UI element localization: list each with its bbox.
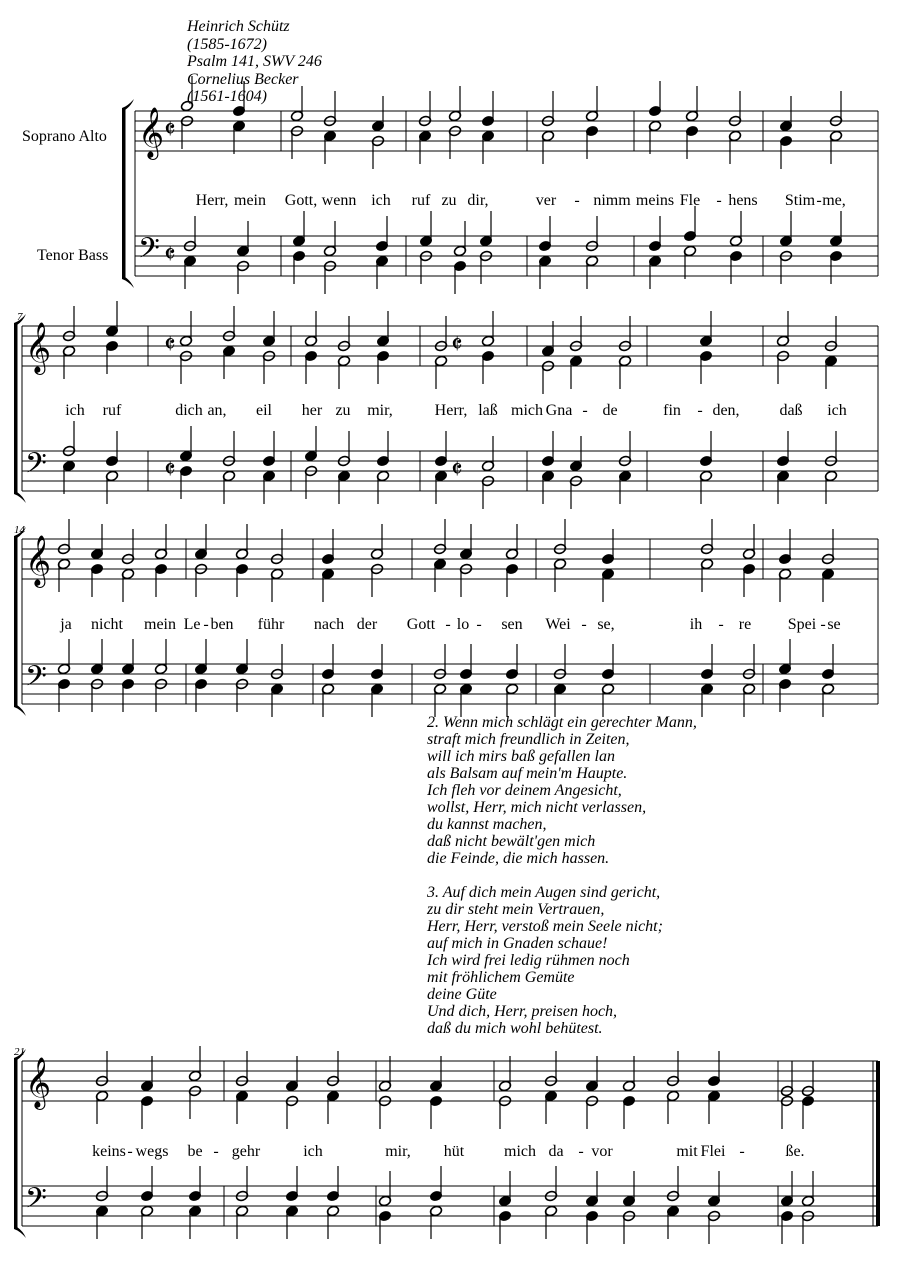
cut-time-icon: 𝄵 [164, 115, 176, 145]
lyric-syllable: da [548, 1143, 564, 1160]
lyric-syllable: mir, [385, 1143, 411, 1160]
lyric-syllable: mich [511, 402, 543, 419]
treble-clef-icon: 𝄞 [25, 322, 52, 373]
lyric-syllable: - [213, 1143, 219, 1160]
lyric-syllable: ße. [785, 1143, 805, 1160]
lyric-syllable: se, [597, 616, 615, 633]
measure-number: 14 [14, 524, 25, 536]
system-bracket [14, 323, 18, 494]
lyric-syllable: keins [92, 1143, 126, 1160]
lyric-syllable: zu [441, 192, 457, 209]
lyric-syllable: Gna [545, 402, 573, 419]
verse-2 [427, 714, 697, 867]
lyric-syllable: sen [501, 616, 523, 633]
lyric-syllable: wenn [321, 192, 357, 209]
lyric-syllable: Stim [784, 192, 816, 209]
lyric-syllable: Herr, [195, 192, 229, 209]
verse-line: daß nicht bewält'gen mich [427, 833, 596, 850]
lyric-syllable: lo [456, 616, 470, 633]
lyric-syllable: hüt [443, 1143, 465, 1160]
treble-clef-icon: 𝄞 [138, 107, 165, 158]
lyric-syllable: eil [256, 402, 272, 419]
cut-time-icon: 𝄵 [164, 455, 176, 485]
system-bracket [14, 1058, 18, 1229]
lyric-syllable: mir, [367, 402, 393, 419]
bracket-bottom-hook [122, 277, 134, 288]
bass-clef-icon: 𝄢 [25, 1182, 47, 1222]
lyric-syllable: Flei [700, 1143, 726, 1160]
treble-clef-icon: 𝄞 [25, 1057, 52, 1108]
lyric-syllable: mich [504, 1143, 536, 1160]
lyric-syllable: Fle [679, 192, 701, 209]
lyric-syllable: me, [822, 192, 846, 209]
verse-line: 3. Auf dich mein Augen sind gericht, [427, 884, 661, 901]
lyric-syllable: - [820, 616, 826, 633]
lyric-syllable: mit [676, 1143, 698, 1160]
bracket-top-hook [122, 99, 134, 110]
lyric-syllable: her [301, 402, 323, 419]
lyric-syllable: Wei [545, 616, 571, 633]
lyric-syllable: daß [779, 402, 803, 419]
lyric-syllable: se [827, 616, 841, 633]
final-barline-thick [876, 1061, 880, 1226]
lyric-syllable: führ [257, 616, 285, 633]
lyric-syllable: gehr [231, 1143, 261, 1160]
bass-clef-icon: 𝄢 [138, 232, 160, 272]
bracket-bottom-hook [14, 492, 26, 503]
lyric-syllable: den, [712, 402, 740, 419]
lyric-syllable: ver [535, 192, 557, 209]
lyric-syllable: mein [144, 616, 176, 633]
lyric-syllable: laß [478, 402, 498, 419]
cut-time-icon: 𝄵 [451, 330, 463, 360]
lyric-syllable: - [816, 192, 822, 209]
lyric-syllable: fin [663, 402, 681, 419]
verse-line: wollst, Herr, mich nicht verlassen, [427, 799, 647, 816]
composer-dates: (1585-1672) [187, 35, 267, 53]
lyric-syllable: - [581, 616, 587, 633]
lyric-syllable: ruf [102, 402, 122, 419]
verse-line: straft mich freundlich in Zeiten, [427, 731, 630, 748]
lyric-syllable: - [203, 616, 209, 633]
bracket-bottom-hook [14, 1227, 26, 1238]
system-bracket [122, 108, 126, 279]
verse-line: zu dir steht mein Vertrauen, [427, 901, 605, 918]
lyric-syllable: be [187, 1143, 203, 1160]
lyric-syllable: - [697, 402, 703, 419]
lyric-syllable: dich [175, 402, 203, 419]
lyric-syllable: zu [335, 402, 351, 419]
lyric-syllable: meins [635, 192, 675, 209]
lyric-syllable: nach [313, 616, 345, 633]
lyric-syllable: - [574, 192, 580, 209]
lyric-syllable: nimm [593, 192, 631, 209]
lyric-syllable: an, [207, 402, 227, 419]
lyric-syllable: - [739, 1143, 745, 1160]
lyric-syllable: - [716, 192, 722, 209]
treble-clef-icon: 𝄞 [25, 535, 52, 586]
lyric-syllable: dir, [467, 192, 489, 209]
lyric-syllable: mein [234, 192, 266, 209]
lyric-syllable: ich [65, 402, 85, 419]
cut-time-icon: 𝄵 [164, 240, 176, 270]
lyric-syllable: nicht [91, 616, 123, 633]
measure-number: 21 [14, 1046, 25, 1058]
instrument-label-upper: Soprano Alto [22, 128, 107, 145]
verse-line: daß du mich wohl behütest. [427, 1020, 603, 1037]
lyric-syllable: hens [728, 192, 758, 209]
verse-line: du kannst machen, [427, 816, 547, 833]
verse-line: Und dich, Herr, preisen hoch, [427, 1003, 618, 1020]
additional-verses [427, 714, 697, 1037]
verse-line: auf mich in Gnaden schaue! [427, 935, 608, 952]
verse-3 [427, 884, 697, 1037]
lyric-syllable: Herr, [434, 402, 468, 419]
lyricist: Cornelius Becker [187, 70, 299, 88]
lyric-syllable: Gott [406, 616, 436, 633]
lyric-syllable: - [445, 616, 451, 633]
bracket-bottom-hook [14, 705, 26, 716]
lyric-syllable: - [582, 402, 588, 419]
lyric-syllable: - [476, 616, 482, 633]
work-title: Psalm 141, SWV 246 [187, 53, 322, 70]
lyric-syllable: ih [689, 616, 703, 633]
verse-line: deine Güte [427, 986, 497, 1003]
lyric-syllable: ich [371, 192, 391, 209]
cut-time-icon: 𝄵 [451, 455, 463, 485]
verse-line: 2. Wenn mich schlägt ein gerechter Mann, [427, 714, 697, 731]
instrument-label-lower: Tenor Bass [37, 247, 109, 264]
lyric-syllable: de [602, 402, 618, 419]
lyric-syllable: ich [303, 1143, 323, 1160]
lyric-syllable: Le [183, 616, 201, 633]
lyric-syllable: vor [591, 1143, 613, 1160]
lyric-syllable: der [356, 616, 378, 633]
lyric-syllable: - [718, 616, 724, 633]
verse-line: Herr, Herr, verstoß mein Seele nicht; [427, 918, 663, 935]
cut-time-icon: 𝄵 [164, 330, 176, 360]
lyric-syllable: ja [60, 616, 72, 633]
lyric-syllable: Gott, [284, 192, 318, 209]
lyric-syllable: ich [827, 402, 847, 419]
lyricist-dates: (1561-1604) [187, 88, 267, 105]
lyric-syllable: - [127, 1143, 133, 1160]
lyric-syllable: ruf [411, 192, 431, 209]
verse-line: Ich wird frei ledig rühmen noch [427, 952, 630, 969]
lyric-syllable: wegs [135, 1143, 169, 1160]
verse-line: mit fröhlichem Gemüte [427, 969, 575, 986]
verse-line: als Balsam auf mein'm Haupte. [427, 765, 628, 782]
system-bracket [14, 536, 18, 707]
measure-number: 7 [17, 311, 23, 323]
composer: Heinrich Schütz [187, 18, 290, 35]
verse-line: Ich fleh vor deinem Angesicht, [427, 782, 622, 799]
lyric-syllable: - [578, 1143, 584, 1160]
lyric-syllable: Spei [787, 616, 817, 633]
lyric-syllable: re [738, 616, 752, 633]
verse-line: will ich mirs baß gefallen lan [427, 748, 615, 765]
bass-clef-icon: 𝄢 [25, 660, 47, 700]
bass-clef-icon: 𝄢 [25, 447, 47, 487]
lyric-syllable: ben [210, 616, 234, 633]
verse-line: die Feinde, die mich hassen. [427, 850, 610, 867]
